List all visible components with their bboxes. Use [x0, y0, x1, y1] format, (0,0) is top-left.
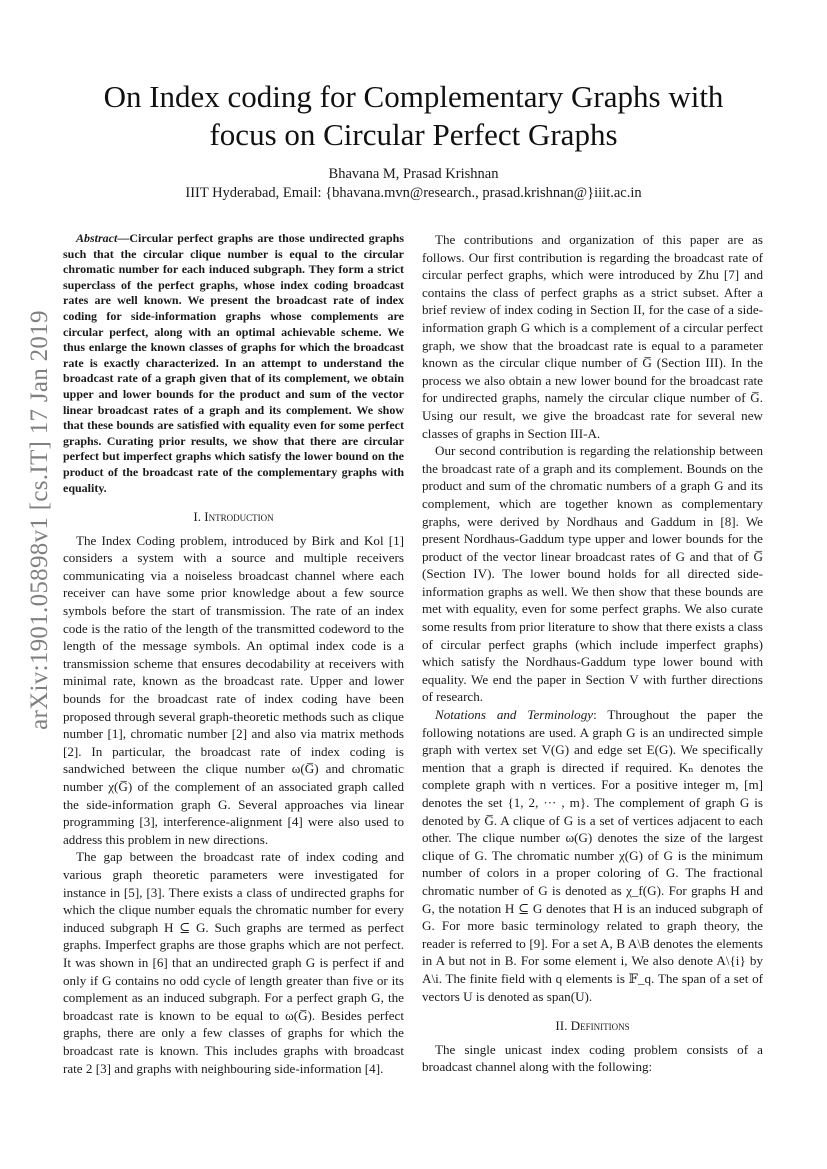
notations-heading: Notations and Terminology [435, 707, 594, 723]
arxiv-id: arXiv:1901.05898v1 [cs.IT] 17 Jan 2019 [26, 310, 53, 730]
notations-text: : Throughout the paper the following notations are used. A graph G is an undirected simple graph with vertex set V(G) and edge set E(G). We specifically mention that a graph is directed if required. Kₙ denotes the complete graph with n vertices. For a positive integer m, [m] denotes the set {1, 2, ··· , m}. The complement of graph G is denoted by G̅. A clique of G is a set of vertices adjacent to each other. The clique number ω(G) denotes the size of the largest clique of G. The chromatic number χ(G) of G is the minimum number of colors in a proper coloring of G. The fractional chromatic number of G is denoted as χ_f(G). For graphs H and G, the notation H ⊆ G denotes that H is an induced subgraph of G. For more basic terminology related to graph theory, the reader is referred to [9]. For a set A, B A\B denotes the elements in A but not in B. For some element i, We also denote A\{i} by A\i. The finite field with q elements is 𝔽_q. The span of a set of vectors U is denoted as span(U). [422, 707, 763, 1004]
intro-paragraph-2: The gap between the broadcast rate of index coding and various graph theoretic parameters were investigated for instance in [5], [3]. There exists a class of undirected graphs for which the clique number equals the chromatic number for every induced subgraph H ⊆ G. Such graphs are termed as perfect graphs. Imperfect graphs are those graphs which are not perfect. It was shown in [6] that an undirected graph G is perfect if and only if G contains no odd cycle of length greater than five or its complement as an induced subgraph. For a perfect graph G, the broadcast rate is known to be equal to ω(G̅). Besides perfect graphs, there are only a few classes of graphs for which the broadcast rate is known. This includes graphs with broadcast rate 2 [3] and graphs with neighbouring side-information [4]. [63, 849, 404, 1076]
contributions-paragraph: The contributions and organization of this paper are as follows. Our first contribution is regarding the broadcast rate of circular perfect graphs, which were introduced by Zhu [7] and contains the class of perfect graphs as a strict subset. After a brief review of index coding in Section II, for the case of a side-information graph G which is a complement of a circular perfect graph, we show that the broadcast rate is equal to a parameter known as the circular clique number of G̅ (Section III). In the process we also obtain a new lower bound for the broadcast rate for undirected graphs, namely the circular clique number of G̅. Using our result, we give the broadcast rate for several new classes of graphs in Section III-A. [422, 232, 763, 441]
abstract-text: —Circular perfect graphs are those undirected graphs such that the circular clique number is equal to the circular chromatic number for each induced subgraph. They form a strict superclass of the perfect graphs, whose index coding broadcast rates are well known. We present the broadcast rate of index coding for side-information graphs whose complements are circular perfect, along with an optimal achievable scheme. We thus enlarge the known classes of graphs for which the broadcast rate is exactly characterized. In an attempt to understand the broadcast rate of a graph given that of its complement, we obtain upper and lower bounds for the product and sum of the vector linear broadcast rates of a graph and its complement. We show that these bounds are satisfied with equality even for some perfect graphs. Curating prior results, we show that there are circular perfect but imperfect graphs which satisfy the lower bound on the product of the broadcast rate of the complementary graphs with equality. [63, 231, 404, 495]
section-heading-definitions: II. Definitions [555, 1018, 630, 1034]
arxiv-stamp [0, 0, 60, 1169]
paper-title [60, 78, 767, 154]
left-column [63, 231, 404, 1077]
second-contribution-paragraph: Our second contribution is regarding the relationship between the broadcast rate of a graph and its complement. Bounds on the product and sum of the chromatic numbers of a graph G and its complement, which are together known as complementary graphs, were derived by Nordhaus and Gaddum in [8]. We present Nordhaus-Gaddum type upper and lower bounds for the product of the vector linear broadcast rates of G and that of G̅ (Section IV). The lower bound holds for all directed side-information graphs as well. We then show that these bounds are met with equality, even for some perfect graphs. We also curate some results from prior literature to show that there exists a class of circular perfect graphs (which include imperfect graphs) which satisfy the Nordhaus-Gaddum type lower bound with equality. We end the paper in Section V with further directions of research. [422, 443, 763, 705]
title-line-2: focus on Circular Perfect Graphs [209, 117, 618, 152]
affiliation: IIIT Hyderabad, Email: {bhavana.mvn@research., prasad.krishnan@}iiit.ac.in [185, 185, 642, 201]
definitions-paragraph: The single unicast index coding problem consists of a broadcast channel along with the following: [422, 1041, 763, 1075]
abstract-label: Abstract [76, 231, 118, 245]
notations-paragraph [422, 706, 763, 1005]
right-column [422, 231, 763, 1076]
abstract [63, 231, 404, 496]
authors: Bhavana M, Prasad Krishnan [328, 166, 499, 182]
title-line-1: On Index coding for Complementary Graphs with [103, 79, 724, 114]
section-heading-introduction: I. Introduction [193, 509, 274, 525]
intro-paragraph-1: The Index Coding problem, introduced by Birk and Kol [1] considers a system with a source and multiple receivers communicating via a noiseless broadcast channel where each receiver can have some prior knowledge about a few source symbols before the start of transmission. The rate of an index code is the ratio of the length of the transmitted codeword to the length of the message symbols. An optimal index code is a transmission scheme that ensures decodability at receivers with minimal rate, known as the broadcast rate. Upper and lower bounds for the broadcast rate of index coding have been proposed through several graph-theoretic methods such as clique number [1], chromatic number [2] and also via matrix methods [2]. In particular, the broadcast rate of index coding is sandwiched between the clique number ω(G̅) and chromatic number χ(G̅) of the complement of an associated graph called the side-information graph G. Several approaches via linear programming [3], interference-alignment [4] were also used to address this problem in new directions. [63, 532, 404, 847]
